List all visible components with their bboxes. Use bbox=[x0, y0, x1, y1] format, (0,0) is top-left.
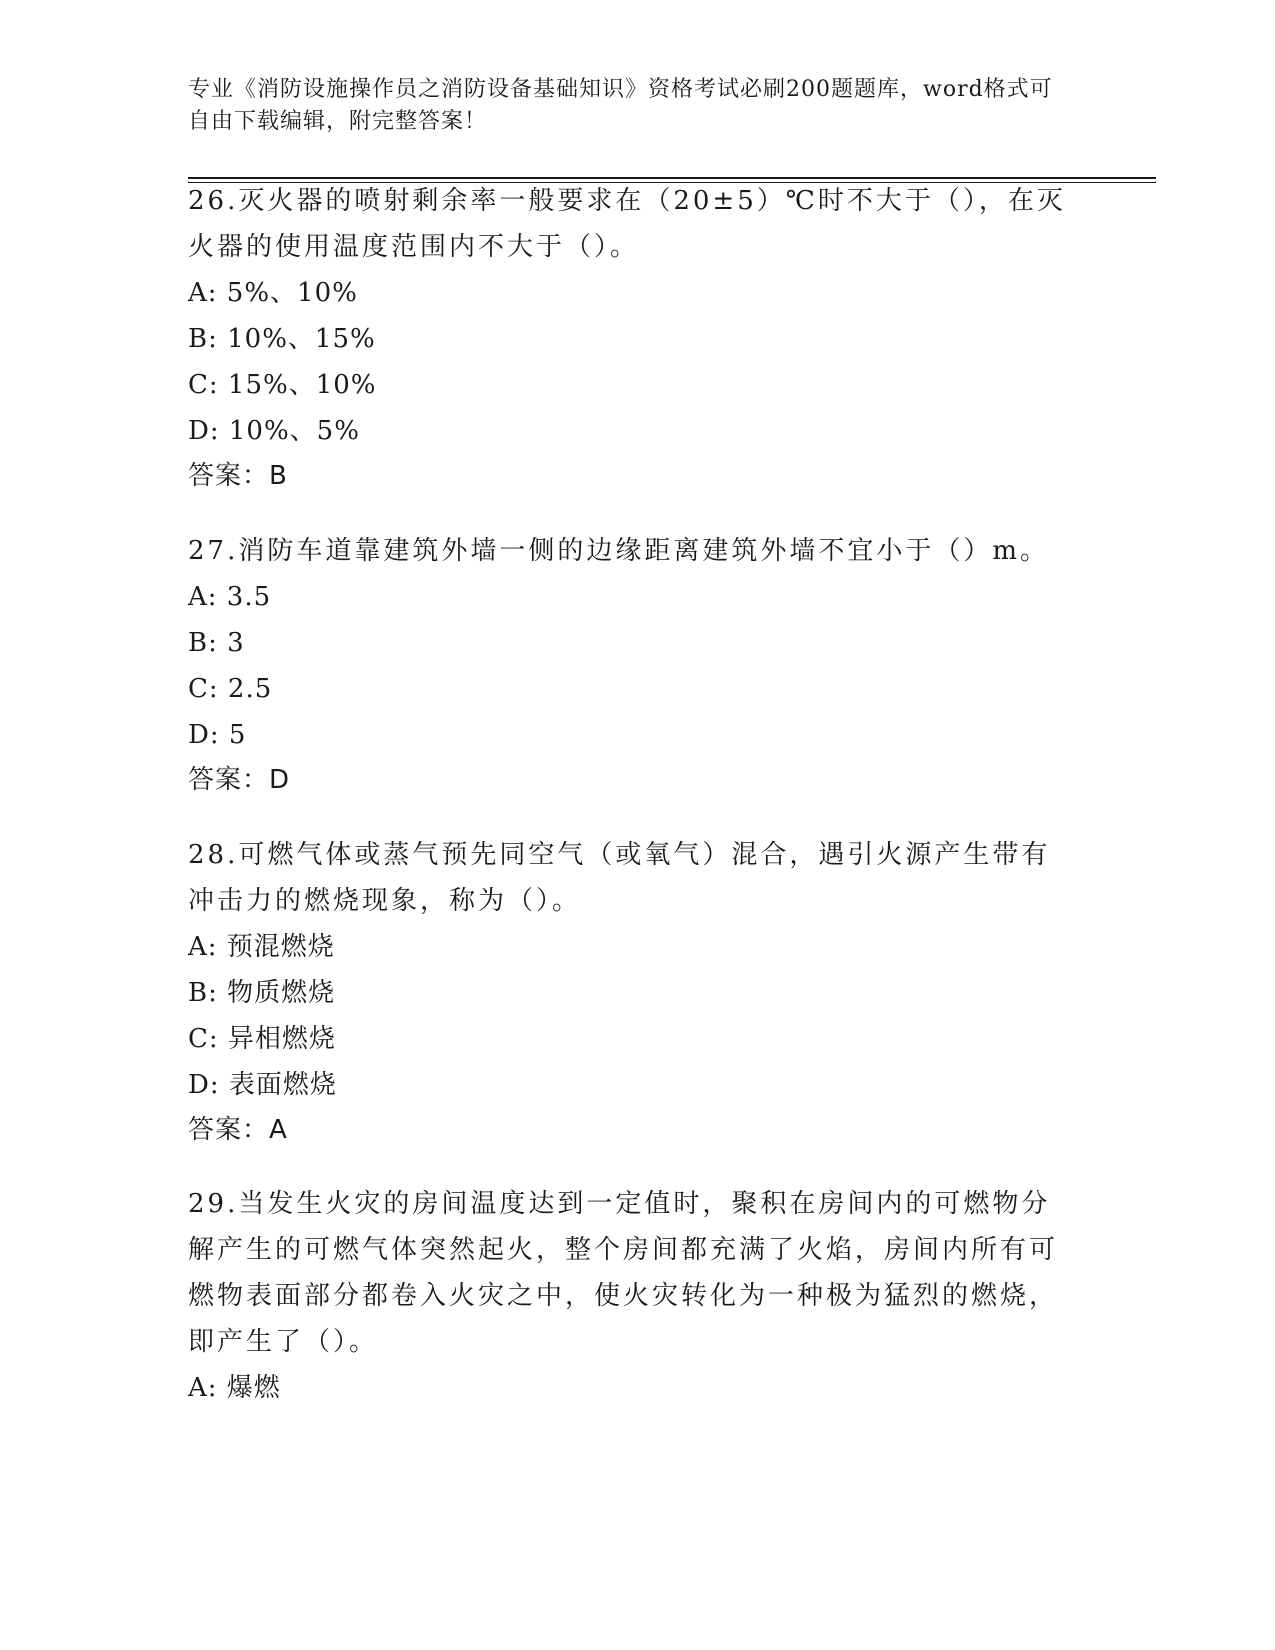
option-a: A: 5%、10% bbox=[188, 278, 358, 308]
question-27 bbox=[188, 528, 1078, 802]
option-c: C: 2.5 bbox=[188, 674, 273, 704]
answer: 答案：B bbox=[188, 461, 288, 491]
option-d: D: 表面燃烧 bbox=[188, 1070, 337, 1100]
answer: 答案：A bbox=[188, 1115, 288, 1145]
option-b: B: 10%、15% bbox=[188, 324, 376, 354]
option-b: B: 物质燃烧 bbox=[188, 978, 336, 1008]
document-header: 专业《消防设施操作员之消防设备基础知识》资格考试必刷200题题库，word格式可自由下载编辑，附完整答案！ bbox=[188, 77, 1053, 134]
option-a: A: 3.5 bbox=[188, 582, 272, 612]
option-c: C: 15%、10% bbox=[188, 370, 377, 400]
question-28 bbox=[188, 832, 1078, 1152]
question-stem: 27.消防车道靠建筑外墙一侧的边缘距离建筑外墙不宜小于（）m。 bbox=[188, 536, 1050, 566]
question-stem: 29.当发生火灾的房间温度达到一定值时，聚积在房间内的可燃物分解产生的可燃气体突然起火，整个房间都充满了火焰，房间内所有可燃物表面部分都卷入火灾之中，使火灾转化为一种极为猛烈的燃烧，即产生了（）。 bbox=[188, 1189, 1059, 1357]
option-d: D: 10%、5% bbox=[188, 416, 360, 446]
option-c: C: 异相燃烧 bbox=[188, 1024, 336, 1054]
question-stem: 26.灭火器的喷射剩余率一般要求在（20±5）℃时不大于（），在灭火器的使用温度范围内不大于（）。 bbox=[188, 186, 1066, 262]
question-stem: 28.可燃气体或蒸气预先同空气（或氧气）混合，遇引火源产生带有冲击力的燃烧现象，称为（）。 bbox=[188, 840, 1051, 916]
question-29 bbox=[188, 1181, 1078, 1411]
option-a: A: 预混燃烧 bbox=[188, 932, 335, 962]
answer: 答案：D bbox=[188, 765, 291, 795]
question-26 bbox=[188, 178, 1078, 498]
option-a: A: 爆燃 bbox=[188, 1373, 281, 1403]
option-b: B: 3 bbox=[188, 628, 245, 658]
option-d: D: 5 bbox=[188, 720, 247, 750]
